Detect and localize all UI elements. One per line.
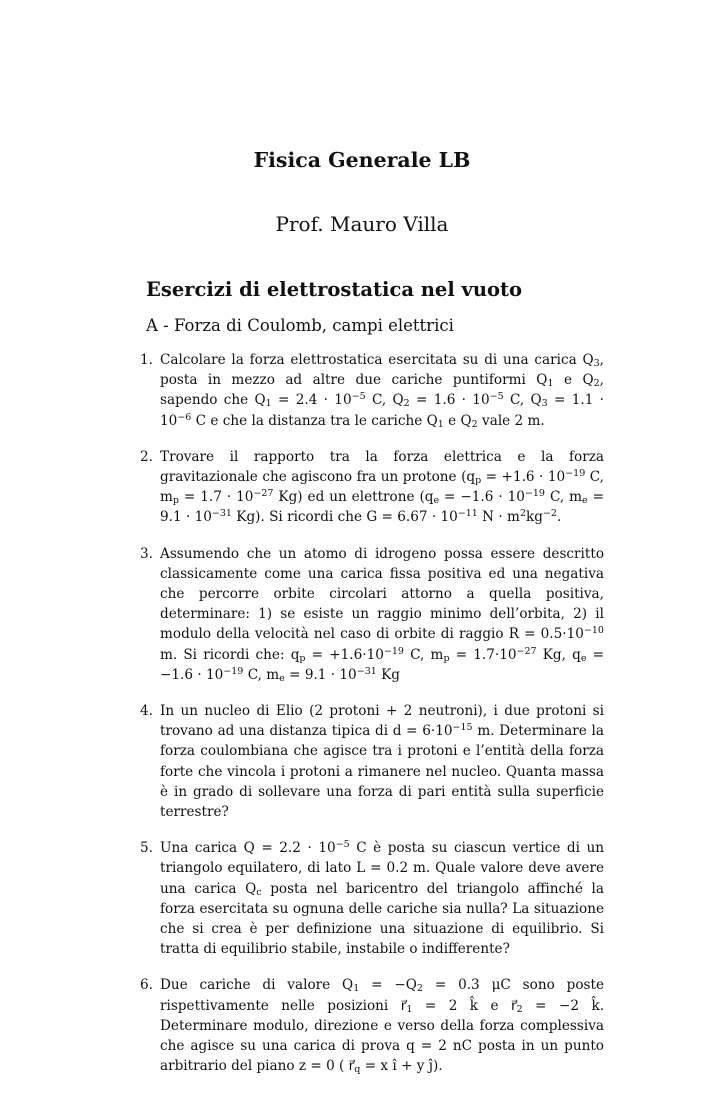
exercise-text: Calcolare la forza elettrostatica esercitata su di una carica $Q_3$, posta in mezzo ad altre due cariche puntiformi $Q_1$ e $Q_2$, sapendo che $Q_1 = 2.4 \cdot 10^{-5}$ C, $Q_2 = 1.6 \cdot 10^{-5}$ C, $Q_3 = 1.1 \cdot 10^{-6}$ C e che la distanza tra le cariche $Q_1$ e $Q_2$ vale 2 m.: [160, 352, 604, 430]
exercise-item: [140, 701, 604, 822]
exercise-number: 6.: [140, 977, 153, 994]
exercise-item: [140, 350, 604, 431]
exercise-item: [140, 838, 604, 959]
exercise-number: 5.: [140, 840, 153, 857]
author-line: Prof. Mauro Villa: [275, 212, 449, 236]
exercise-text: Trovare il rapporto tra la forza elettrica e la forza gravitazionale che agiscono fra un protone ($q_p = +1.6 \cdot 10^{-19}$ C, $m_p = 1.7 \cdot 10^{-27}$ Kg) ed un elettrone ($q_e = -1.6 \cdot 10^{-19}$ C, $m_e = 9.1 \cdot 10^{-31}$ Kg). Si ricordi che $G = 6.67 \cdot 10^{-11}$ $N \cdot m^2kg^{-2}$.: [160, 448, 604, 526]
document-title: Fisica Generale LB: [253, 148, 471, 172]
exercise-text: Assumendo che un atomo di idrogeno possa essere descritto classicamente come una carica fissa positiva ed una negativa che percorre orbite circolari attorno a quella positiva, determinare: 1) se esiste un raggio minimo dell’orbita, 2) il modulo della velocità nel caso di orbite di raggio $R = 0.5\cdot 10^{-10}$ m. Si ricordi che: $q_p = +1.6\cdot 10^{-19}$ C, $m_p = 1.7\cdot 10^{-27}$ Kg, $q_e = -1.6 \cdot 10^{-19}$ C, $m_e = 9.1 \cdot 10^{-31}$ Kg: [160, 545, 605, 684]
exercise-text: In un nucleo di Elio (2 protoni + 2 neutroni), i due protoni si trovano ad una distanza tipica di $d = 6\cdot 10^{-15}$ m. Determinare la forza coulombiana che agisce tra i protoni e l’entità della forza forte che vincola i protoni a rimanere nel nucleo. Quanta massa è in grado di sollevare una forza di pari entità sulla superficie terrestre?: [160, 703, 604, 821]
exercise-number: 1.: [140, 352, 153, 368]
exercise-item: [140, 544, 604, 685]
section-heading: Esercizi di elettrostatica nel vuoto: [146, 278, 523, 301]
exercise-list: [140, 350, 604, 1093]
exercise-number: 2.: [140, 448, 153, 465]
subsection-heading: A - Forza di Coulomb, campi elettrici: [146, 316, 454, 335]
exercise-item: [140, 447, 604, 528]
exercise-number: 3.: [140, 545, 153, 562]
exercise-text: Due cariche di valore $Q_1 = -Q_2 = 0.3$ μC sono poste rispettivamente nelle posizioni $r⃗_1 = 2$ k̂ e $r⃗_2 = -2$ k̂. Determinare modulo, direzione e verso della forza complessiva che agisce su una carica di prova q = 2 nC posta in un punto arbitrario del piano z = 0 ( $r⃗_q = x$ î + y ĵ).: [160, 977, 605, 1076]
exercise-number: 4.: [140, 703, 153, 720]
exercise-text: Una carica $Q = 2.2 \cdot 10^{-5}$ C è posta su ciascun vertice di un triangolo equilatero, di lato L = 0.2 m. Quale valore deve avere una carica $Q_c$ posta nel baricentro del triangolo affinché la forza esercitata su ognuna delle cariche sia nulla? La situazione che si crea è per definizione una situazione di equilibrio. Si tratta di equilibrio stabile, instabile o indifferente?: [160, 839, 605, 958]
exercise-item: [140, 975, 604, 1076]
